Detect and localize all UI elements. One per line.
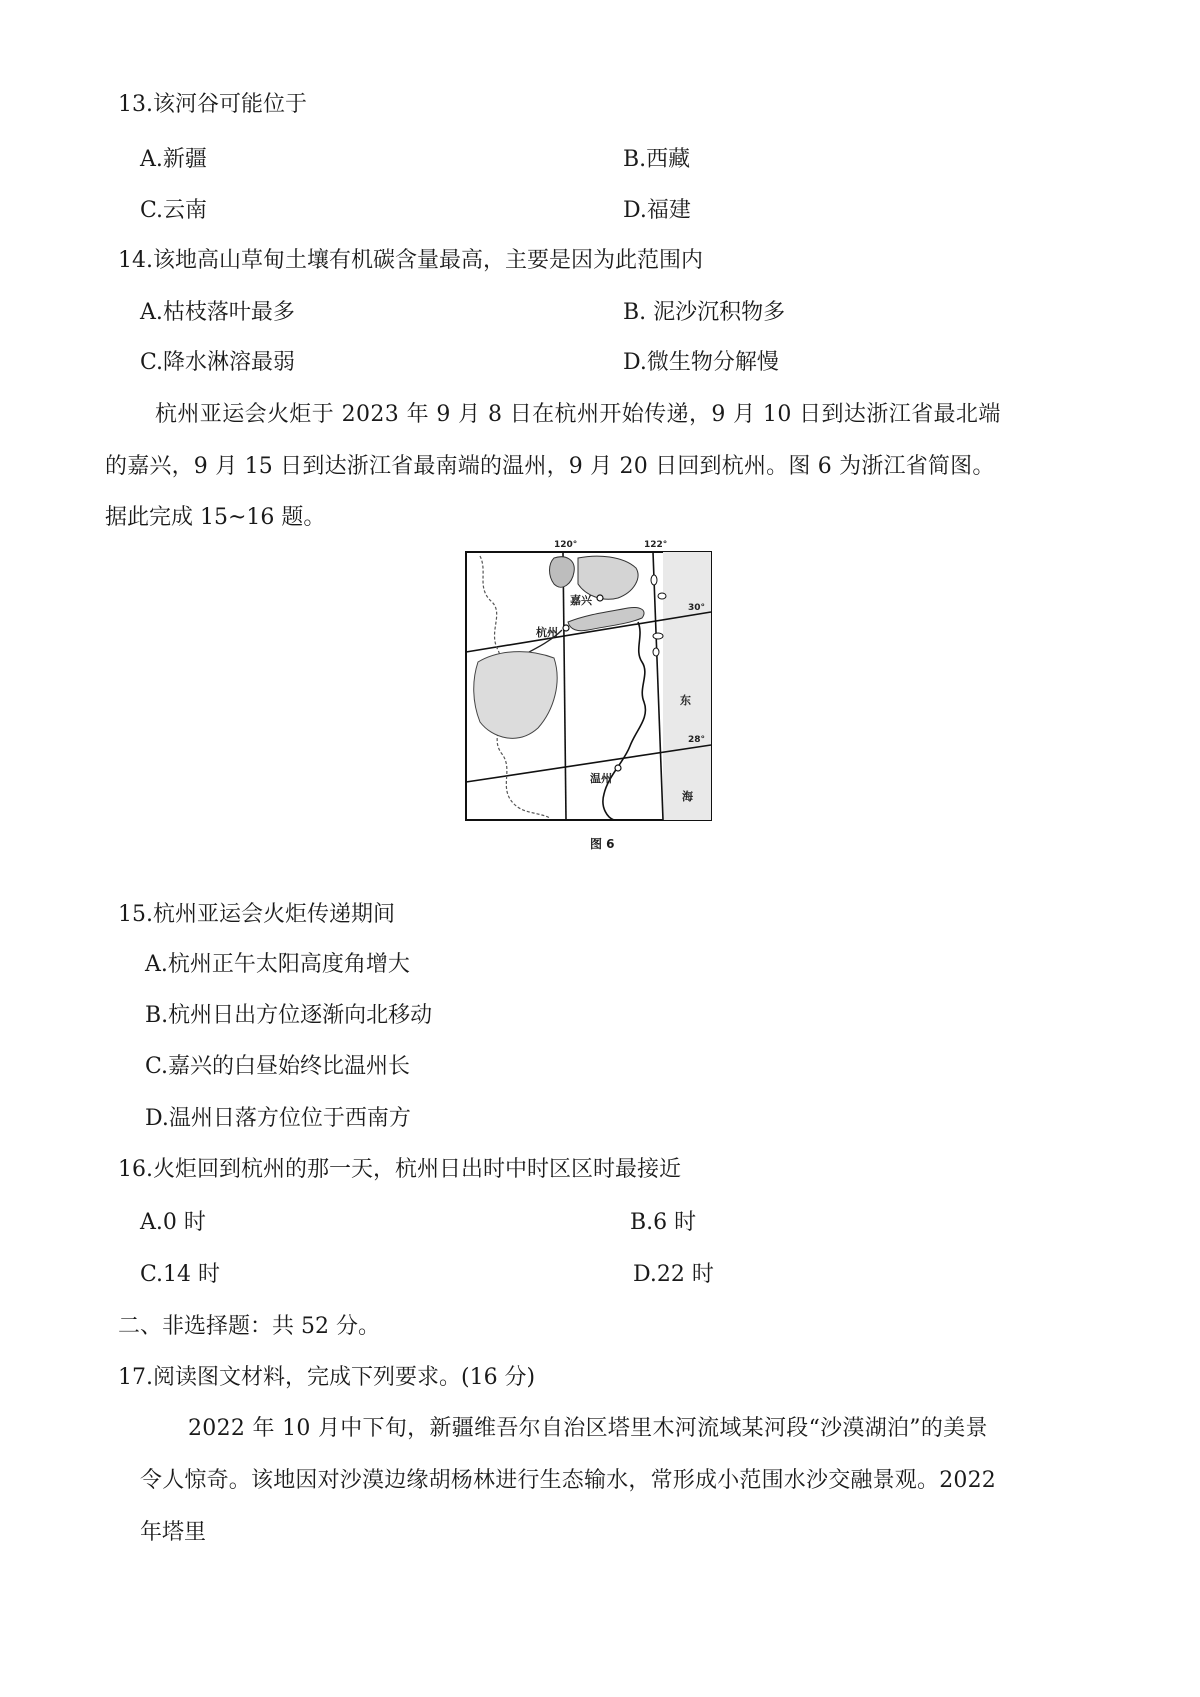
jiaxing-point bbox=[597, 595, 603, 601]
q15-option-a: A.杭州正午太阳高度角增大 bbox=[145, 952, 410, 977]
q17-material-line-2: 令人惊奇。该地因对沙漠边缘胡杨林进行生态输水，常形成小范围水沙交融景观。2022 bbox=[140, 1468, 996, 1493]
q13-option-b: B.西藏 bbox=[623, 147, 691, 172]
passage-line-1: 杭州亚运会火炬于 2023 年 9 月 8 日在杭州开始传递，9 月 10 日到达浙江省最北端 bbox=[155, 402, 1001, 427]
island bbox=[653, 633, 663, 639]
section-heading: 二、非选择题：共 52 分。 bbox=[118, 1314, 380, 1339]
q15-option-b: B.杭州日出方位逐渐向北移动 bbox=[145, 1003, 433, 1028]
q13-stem: 13.该河谷可能位于 bbox=[118, 92, 307, 117]
label-lon-120: 120° bbox=[554, 540, 578, 550]
q14-option-d: D.微生物分解慢 bbox=[623, 350, 779, 375]
q16-option-d: D.22 时 bbox=[633, 1262, 714, 1287]
q15-option-d: D.温州日落方位位于西南方 bbox=[145, 1106, 411, 1131]
hangzhou-point bbox=[563, 625, 569, 631]
label-hangzhou: 杭州 bbox=[536, 626, 558, 639]
q15-option-c: C.嘉兴的白昼始终比温州长 bbox=[145, 1054, 411, 1079]
zhejiang-map-figure bbox=[458, 532, 720, 829]
label-sea: 海 bbox=[682, 790, 693, 803]
label-lat-28: 28° bbox=[688, 735, 706, 745]
label-lon-122: 122° bbox=[644, 540, 668, 550]
label-lat-30: 30° bbox=[688, 603, 706, 613]
passage-line-2: 的嘉兴，9 月 15 日到达浙江省最南端的温州，9 月 20 日回到杭州。图 6 为浙江省简图。 bbox=[105, 454, 995, 479]
island bbox=[651, 575, 657, 585]
figure-caption: 图 6 bbox=[590, 837, 615, 851]
label-jiaxing: 嘉兴 bbox=[570, 594, 592, 607]
label-east: 东 bbox=[680, 694, 691, 707]
q17-material-line-1: 2022 年 10 月中下旬，新疆维吾尔自治区塔里木河流域某河段“沙漠湖泊”的美景 bbox=[188, 1416, 988, 1441]
q14-option-c: C.降水淋溶最弱 bbox=[140, 350, 296, 375]
q13-option-c: C.云南 bbox=[140, 198, 208, 223]
q14-option-b: B. 泥沙沉积物多 bbox=[623, 300, 786, 325]
q16-stem: 16.火炬回到杭州的那一天，杭州日出时中时区区时最接近 bbox=[118, 1157, 681, 1182]
sea-area bbox=[663, 552, 711, 820]
q15-stem: 15.杭州亚运会火炬传递期间 bbox=[118, 902, 395, 927]
q17-stem: 17.阅读图文材料，完成下列要求。(16 分) bbox=[118, 1365, 536, 1390]
wenzhou-point bbox=[615, 765, 621, 771]
island bbox=[653, 648, 659, 656]
q14-stem: 14.该地高山草甸土壤有机碳含量最高，主要是因为此范围内 bbox=[118, 248, 703, 273]
passage-line-3: 据此完成 15~16 题。 bbox=[105, 505, 326, 530]
q14-option-a: A.枯枝落叶最多 bbox=[140, 300, 295, 325]
q17-material-line-3: 年塔里 bbox=[140, 1520, 207, 1545]
q13-option-d: D.福建 bbox=[623, 198, 691, 223]
q16-option-c: C.14 时 bbox=[140, 1262, 221, 1287]
label-wenzhou: 温州 bbox=[590, 772, 612, 785]
q16-option-a: A.0 时 bbox=[140, 1210, 206, 1235]
q13-option-a: A.新疆 bbox=[140, 147, 207, 172]
q16-option-b: B.6 时 bbox=[630, 1210, 697, 1235]
island bbox=[658, 593, 666, 599]
